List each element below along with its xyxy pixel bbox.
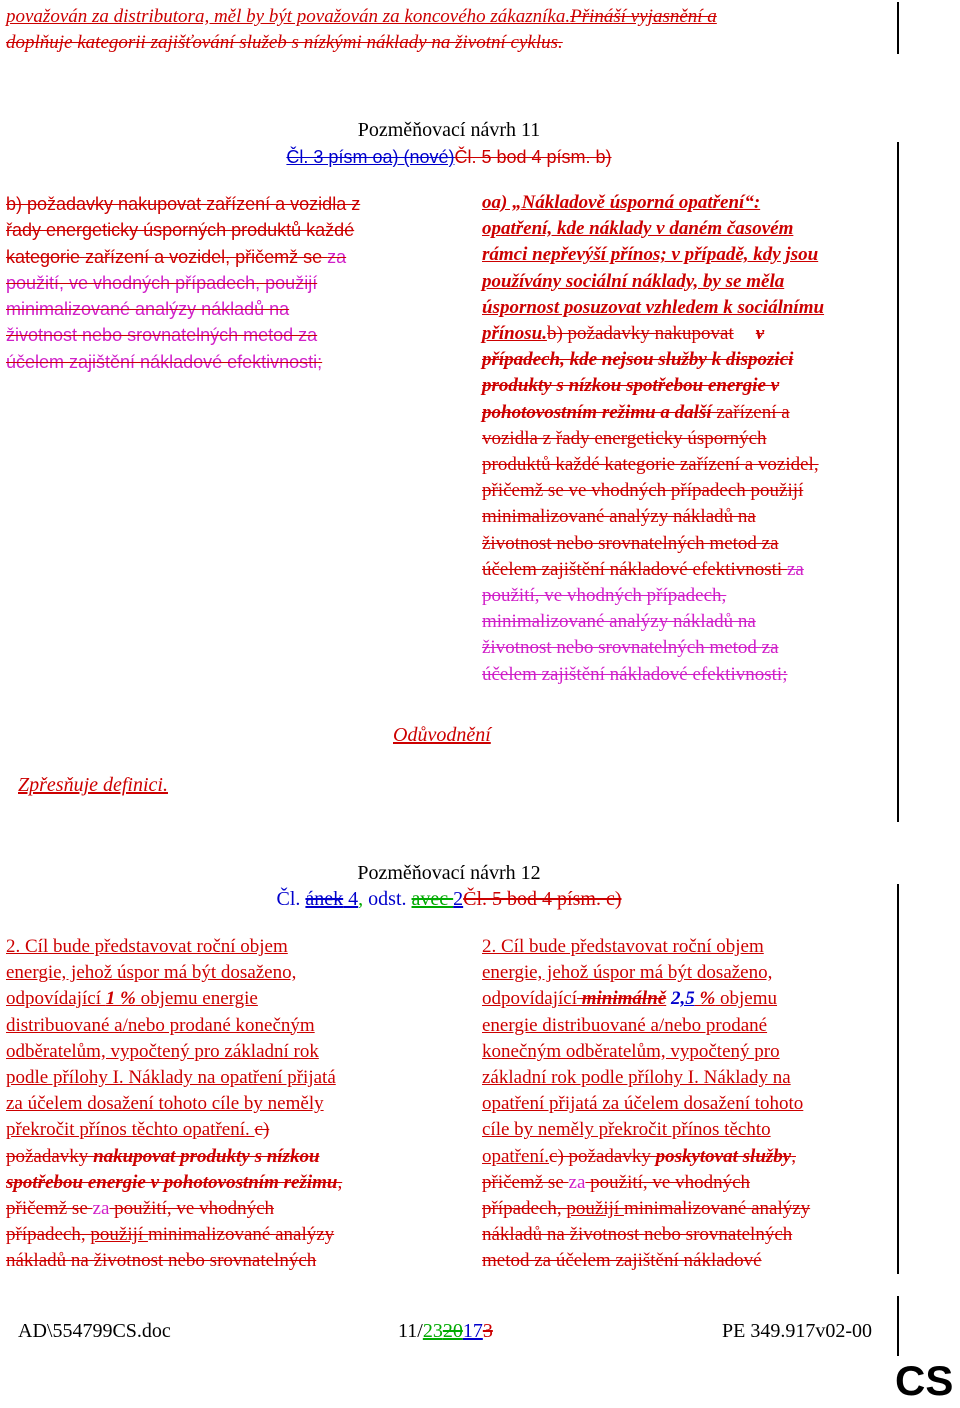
inserted-text: použití, ve vhodných případech, použijí [6, 272, 318, 293]
amendment-12-reference [0, 886, 898, 912]
deleted-text: produkty s nízkou spotřebou energie v [482, 375, 780, 397]
footer-page-number [398, 1318, 493, 1344]
text-line: 2. Cíl bude představovat roční objem [482, 936, 764, 957]
top-note-line2: doplňuje kategorii zajišťování služeb s nízkými náklady na životní cyklus. [6, 32, 563, 54]
footer-doc-name: AD\554799CS.doc [18, 1320, 171, 1342]
inserted-text: minimalizované analýzy nákladů na [6, 299, 290, 320]
margin-bar [897, 142, 899, 822]
deleted-text: požadavky [6, 1145, 94, 1167]
text-line: kategorie zařízení a vozidel, přičemž se [6, 246, 328, 267]
text-line: % [694, 988, 716, 1010]
deleted-text: minimalizované analýzy [623, 1198, 811, 1220]
deleted-text: použijí [566, 1198, 624, 1220]
text-line: energie distribuované a/nebo prodané [482, 1014, 768, 1036]
deleted-text: použijí [90, 1224, 148, 1246]
ref-part: Čl. [276, 888, 306, 910]
text-line: odběratelům, vypočtený pro základní rok [6, 1040, 319, 1062]
justification-heading: Odůvodnění [393, 724, 491, 746]
deleted-text: pohotovostním režimu a další [482, 401, 712, 423]
text-line: opatření. [482, 1145, 550, 1167]
margin-bar [897, 884, 899, 1274]
text-line: odpovídající [6, 988, 106, 1010]
page-old: 20 [442, 1320, 463, 1342]
top-note-line1-b: Přináší vyjasnění a [570, 6, 717, 27]
deleted-text: použití, ve vhodných [585, 1171, 751, 1193]
text-line: opatření přijatá za účelem dosažení tohoto [482, 1093, 804, 1115]
text-line: základní rok podle přílohy I. Náklady na [482, 1067, 791, 1089]
deleted-text: případech, kde nejsou služby k dispozici [482, 349, 794, 371]
deleted-text: spotřebou energie v pohotovostním režimu [6, 1171, 338, 1193]
text-line: b) požadavky nakupovat [546, 323, 734, 345]
inserted-text: za [327, 246, 347, 267]
text-line: řady energeticky úsporných produktů každé [6, 220, 355, 241]
page-last-deleted: 3 [482, 1320, 493, 1342]
amendment-12-right-text [482, 934, 810, 1275]
deleted-text: c) požadavky [549, 1145, 656, 1167]
ref-part: Čl. 5 bod 4 písm. c) [463, 888, 622, 910]
top-note-line1-a: považován za distributora, měl by být považován za koncového zákazníka. [6, 6, 571, 27]
text-line: zařízení a [711, 401, 790, 423]
text-line: konečným odběratelům, vypočtený pro [482, 1040, 780, 1062]
text-line: vozidla z řady energeticky úsporných [482, 427, 767, 449]
amendment-11-right-text [482, 190, 824, 688]
deleted-text: , [337, 1171, 343, 1193]
deleted-text: minimalizované analýzy [147, 1224, 335, 1246]
text-line: odpovídající [482, 988, 577, 1010]
text-line: minimalizované analýzy nákladů na [482, 506, 756, 528]
text-line: 1 % [105, 988, 136, 1010]
deleted-text: nákladů na životnost nebo srovnatelných [482, 1224, 793, 1246]
amendment-11-reference [0, 144, 898, 170]
text-line: 2. Cíl bude představovat roční objem [6, 936, 288, 957]
inserted-text: minimalizované analýzy nákladů na [482, 611, 756, 633]
text-line: životnost nebo srovnatelných metod za [482, 532, 779, 554]
text-line: produktů každé kategorie zařízení a vozidel, [482, 454, 819, 476]
inserted-text: účelem zajištění nákladové efektivnosti; [482, 663, 788, 685]
ref-part: 2 [453, 888, 464, 910]
deleted-text: případech, [482, 1198, 567, 1220]
deleted-text: metod za účelem zajištění nákladové [482, 1250, 762, 1272]
deleted-text: minimálně [576, 988, 667, 1010]
margin-bar [897, 1296, 899, 1356]
page-last: 17 [462, 1320, 483, 1342]
text-line: energie, jehož úspor má být dosaženo, [6, 962, 297, 984]
text-line: přičemž se ve vhodných případech použijí [482, 480, 804, 502]
inserted-text: za [568, 1171, 586, 1193]
inserted-text: účelem zajištění nákladové efektivnosti; [6, 351, 323, 372]
top-note [6, 4, 717, 56]
text-line: překročit přínos těchto opatření. [6, 1119, 255, 1141]
ref-part: , [358, 888, 364, 910]
changed-text: 2 [666, 988, 681, 1010]
text-line: energie, jehož úspor má být dosaženo, [482, 962, 773, 984]
deleted-text: případech, [6, 1224, 91, 1246]
text-line: používány sociální náklady, by se měla [482, 270, 785, 292]
deleted-text: nakupovat produkty s nízkou [93, 1145, 320, 1167]
ref-part: 4 [343, 888, 359, 910]
inserted-text: použití, ve vhodných případech, [482, 585, 727, 607]
footer-pe-reference: PE 349.917v02-00 [722, 1320, 872, 1342]
text-line: rámci nepřevýší přínos; v případě, kdy jsou [482, 244, 819, 266]
ref-part: ánek [305, 888, 344, 910]
inserted-text: za [92, 1198, 110, 1220]
amendment-11-ref-new: Čl. 3 písm oa) (nové) [286, 147, 455, 167]
text-line: podle přílohy I. Náklady na opatření přijatá [6, 1067, 336, 1089]
deleted-text: nákladů na životnost nebo srovnatelných [6, 1250, 317, 1272]
amendment-12-left-text [6, 934, 342, 1275]
amendment-11-ref-old: Čl. 5 bod 4 písm. b) [454, 147, 612, 167]
changed-text: ,5 [680, 988, 695, 1010]
text-line: cíle by neměly překročit přínos těchto [482, 1119, 771, 1141]
deleted-text: použití, ve vhodných [109, 1198, 275, 1220]
amendment-11-title: Pozměňovací návrh 11 [357, 119, 541, 141]
text-line: přínosu. [482, 323, 547, 345]
text-line: objemu energie [135, 988, 258, 1010]
justification-text: Zpřesňuje definici. [18, 774, 168, 796]
text-line: distribuované a/nebo prodané konečným [6, 1014, 315, 1036]
text-line: oa) „Nákladově úsporná opatření“: [482, 192, 761, 213]
page-new: 23 [422, 1320, 443, 1342]
text-line: účelem zajištění nákladové efektivnosti [482, 558, 787, 580]
text-line: opatření, kde náklady v daném časovém [482, 218, 794, 240]
ref-part: avec [411, 888, 454, 910]
deleted-text: přičemž se [482, 1171, 569, 1193]
text-line: objemu [715, 988, 778, 1010]
amendment-11-left-text [6, 191, 360, 375]
text-line: b) požadavky nakupovat zařízení a vozidla z [6, 194, 361, 214]
text-line: úspornost posuzovat vzhledem k sociálnímu [482, 296, 825, 318]
language-code: CS [895, 1357, 954, 1404]
amendment-12-title: Pozměňovací návrh 12 [357, 862, 541, 884]
deleted-text: c) [254, 1119, 270, 1141]
inserted-text: životnost nebo srovnatelných metod za [482, 637, 779, 659]
inserted-text: za [786, 558, 804, 580]
deleted-text: poskytovat služby [655, 1145, 792, 1167]
page-prefix: 11/ [398, 1320, 423, 1342]
deleted-text: přičemž se [6, 1198, 93, 1220]
deleted-text: , [791, 1145, 796, 1167]
text-line: za účelem dosažení tohoto cíle by neměly [6, 1093, 324, 1115]
deleted-text: v [755, 323, 765, 345]
ref-part: odst. [363, 888, 412, 910]
margin-bar [897, 2, 899, 54]
inserted-text: životnost nebo srovnatelných metod za [6, 325, 318, 346]
